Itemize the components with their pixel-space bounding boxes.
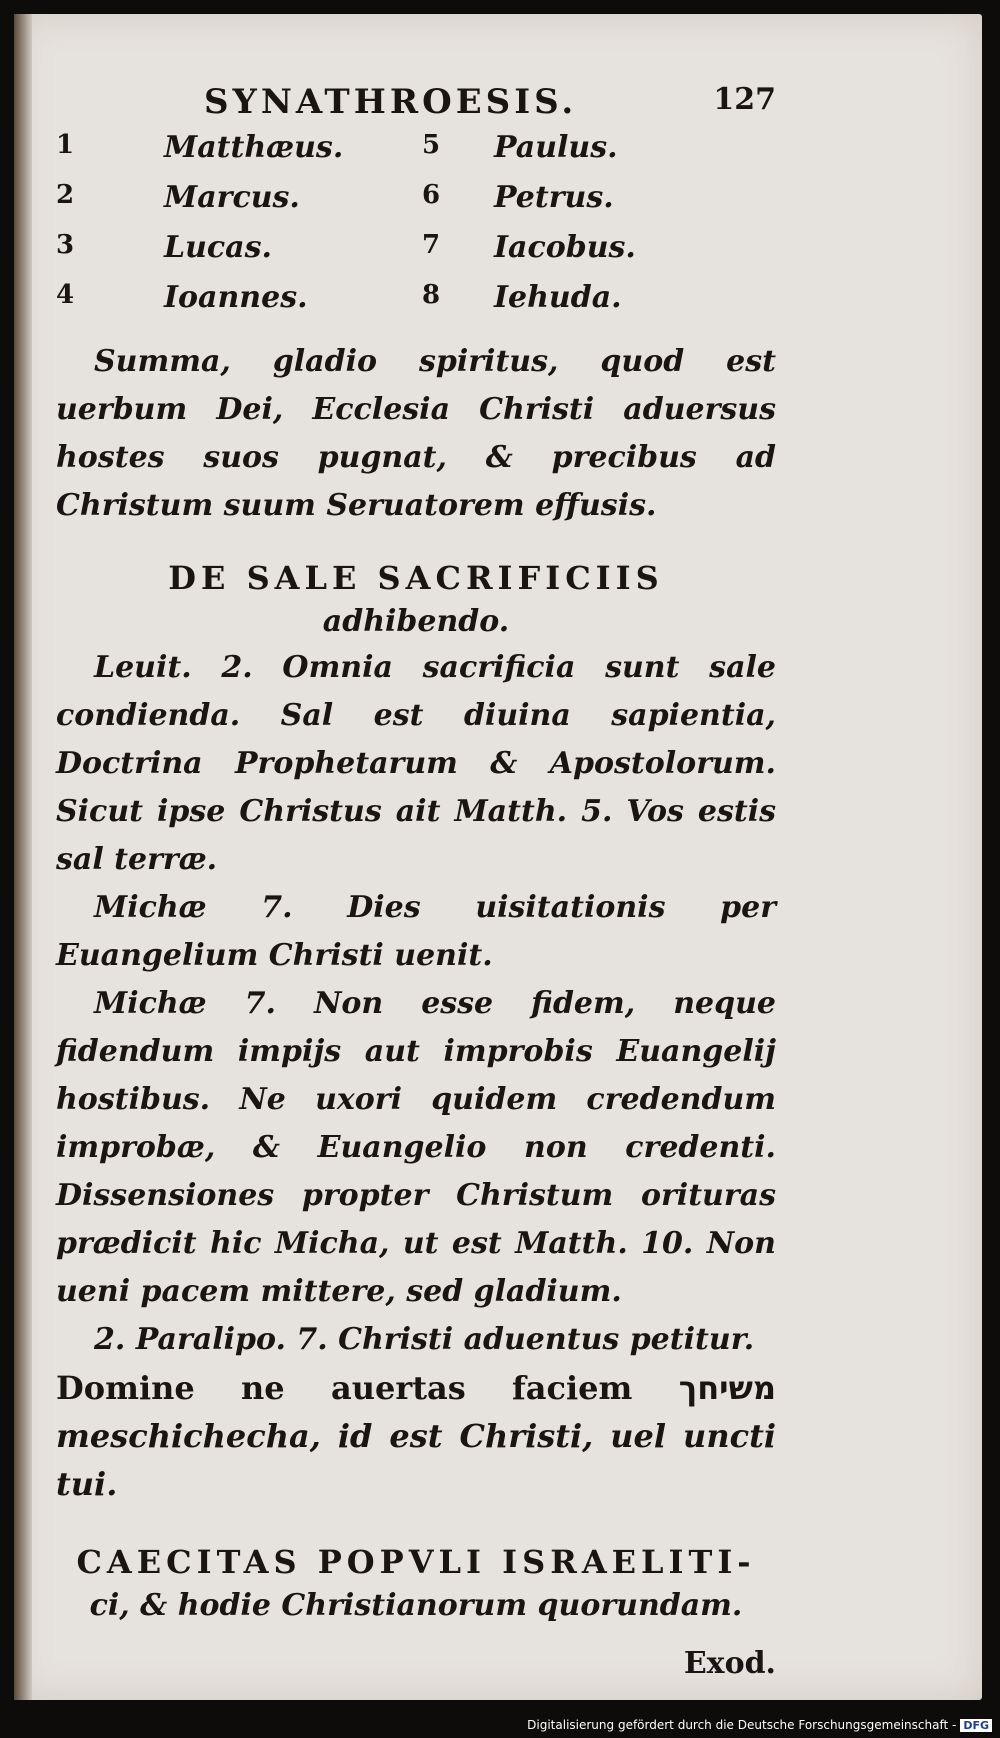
section-subheading: ci, & hodie Christianorum quorundam.	[89, 1588, 743, 1623]
section-heading: DE SALE SACRIFICIIS	[168, 559, 664, 597]
running-head	[56, 74, 776, 130]
item-number: 3	[56, 230, 75, 260]
summary-paragraph: Summa, gladio spiritus, quod est uerbum Dei, Ecclesia Christi aduersus hostes suos pugnat, & precibus ad Christum suum Seruatorem effusis.	[56, 344, 776, 523]
credit-text: Digitalisierung gefördert durch die Deutsche Forschungsgemeinschaft -	[527, 1718, 957, 1732]
list-item	[56, 280, 776, 328]
paragraph: 2. Paralipo. 7. Christi aduentus petitur.	[94, 1322, 755, 1357]
item-number: 6	[422, 180, 441, 210]
item-number: 2	[56, 180, 75, 210]
list-item	[56, 180, 776, 228]
page-text	[56, 74, 776, 1681]
item-name: Petrus.	[494, 180, 614, 215]
list-item	[56, 230, 776, 278]
item-name: Iehuda.	[494, 280, 622, 315]
paragraph: Michæ 7. Non esse fidem, neque fidendum impijs aut improbis Euangelij hostibus. Ne uxori quidem credendum improbæ, & Euangelio non credenti. Dissensiones propter Christum orituras prædicit hic Micha, ut est Matth. 10. Non ueni pacem mittere, sed gladium.	[56, 986, 776, 1309]
digitization-credit	[527, 1718, 992, 1732]
hebrew-word: משיחך	[678, 1369, 777, 1407]
book-page	[14, 14, 982, 1700]
paragraph: Leuit. 2. Omnia sacrificia sunt sale condienda. Sal est diuina sapientia, Doctrina Prophetarum & Apostolorum. Sicut ipse Christus ait Matth. 5. Vos estis sal terræ.	[56, 650, 776, 877]
item-number: 7	[422, 230, 441, 260]
paragraph: Michæ 7. Dies uisitationis per Euangelium Christi uenit.	[56, 890, 776, 973]
apostle-list	[56, 130, 776, 338]
paragraph-start: Domine ne auertas faciem	[56, 1369, 633, 1407]
item-name: Paulus.	[494, 130, 618, 165]
catchword: Exod.	[683, 1646, 776, 1681]
item-name: Ioannes.	[164, 280, 308, 315]
section-subheading: adhibendo.	[322, 604, 510, 639]
item-name: Marcus.	[164, 180, 300, 215]
item-name: Matthæus.	[164, 130, 344, 165]
book-spine	[14, 14, 32, 1700]
item-number: 8	[422, 280, 441, 310]
section-heading: CAECITAS POPVLI ISRAELITI-	[76, 1543, 756, 1581]
item-number: 1	[56, 130, 75, 160]
item-number: 4	[56, 280, 75, 310]
item-name: Iacobus.	[494, 230, 636, 265]
paragraph-with-hebrew	[56, 1364, 776, 1508]
item-number: 5	[422, 130, 441, 160]
paragraph-end: meschichecha, id est Christi, uel uncti tui.	[56, 1417, 776, 1503]
running-title: SYNATHROESIS.	[204, 82, 578, 122]
item-name: Lucas.	[164, 230, 272, 265]
list-item	[56, 130, 776, 178]
page-number: 127	[713, 82, 776, 117]
dfg-logo: DFG	[960, 1719, 992, 1732]
